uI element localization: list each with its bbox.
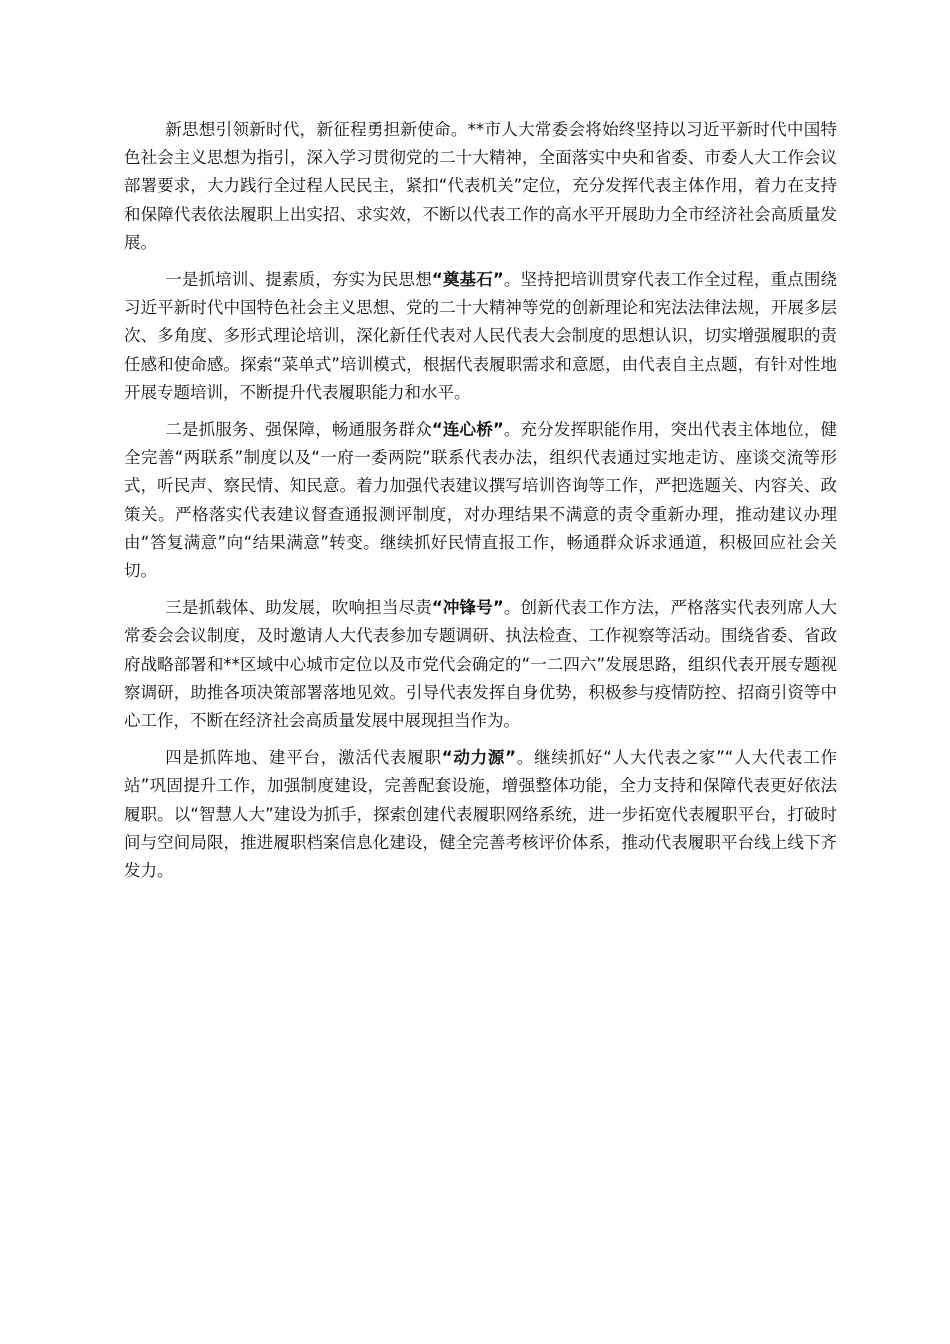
paragraph-keyword: “动力源” xyxy=(441,748,517,768)
paragraph-text: 。继续抓好“人大代表之家”“人大代表工作站”巩固提升工作，加强制度建设，完善配套设施，增强整体功能，全力支持和保障代表更好依法履职。以“智慧人大”建设为抓手，探索创建代表履职网络系统，进一步拓宽代表履职平台，打破时间与空间局限，推进履职档案信息化建设，健全完善考核评价体系，推动代表履职平台线上线下齐发力。 xyxy=(124,748,837,881)
paragraph-text: 新思想引领新时代，新征程勇担新使命。**市人大常委会将始终坚持以习近平新时代中国特色社会主义思想为指引，深入学习贯彻党的二十大精神，全面落实中央和省委、市委人大工作会议部署要求，大力践行全过程人民民主，紧扣“代表机关”定位，充分发挥代表主体作用，着力在支持和保障代表依法履职上出实招、求实效，不断以代表工作的高水平开展助力全市经济社会高质量发展。 xyxy=(124,120,837,252)
paragraph-lead: 三是抓载体、助发展，吹响担当尽责 xyxy=(165,598,432,618)
paragraph-keyword: “连心桥” xyxy=(431,420,504,440)
paragraph-point-1 xyxy=(124,266,837,407)
paragraph-point-2 xyxy=(124,416,837,585)
paragraph-text: 。创新代表工作方法，严格落实代表列席人大常委会会议制度，及时邀请人大代表参加专题调研、执法检查、工作视察等活动。围绕省委、省政府战略部署和**区域中心城市定位以及市党代会确定的“一二四六”发展思路，组织代表开展专题视察调研，助推各项决策部署落地见效。引导代表发挥自身优势，积极参与疫情防控、招商引资等中心工作，不断在经济社会高质量发展中展现担当作为。 xyxy=(124,598,837,731)
paragraph-keyword: “奠基石” xyxy=(431,270,504,290)
paragraph-text: 。坚持把培训贯穿代表工作全过程，重点围绕习近平新时代中国特色社会主义思想、党的二十大精神等党的创新理论和宪法法律法规，开展多层次、多角度、多形式理论培训，深化新任代表对人民代表大会制度的思想认识，切实增强履职的责任感和使命感。探索“菜单式”培训模式，根据代表履职需求和意愿，由代表自主点题，有针对性地开展专题培训，不断提升代表履职能力和水平。 xyxy=(124,270,837,402)
document-body xyxy=(124,116,837,894)
paragraph-point-4 xyxy=(124,744,837,885)
paragraph-lead: 二是抓服务、强保障，畅通服务群众 xyxy=(165,420,432,440)
paragraph-lead: 一是抓培训、提素质，夯实为民思想 xyxy=(165,270,432,290)
paragraph-text: 。充分发挥职能作用，突出代表主体地位，健全完善“两联系”制度以及“一府一委两院”联系代表办法，组织代表通过实地走访、座谈交流等形式，听民声、察民情、知民意。着力加强代表建议撰写培训咨询等工作，严把选题关、内容关、政策关。严格落实代表建议督查通报测评制度，对办理结果不满意的责令重新办理，推动建议办理由“答复满意”向“结果满意”转变。继续抓好民情直报工作，畅通群众诉求通道，积极回应社会关切。 xyxy=(124,420,837,581)
paragraph-point-3 xyxy=(124,594,837,735)
paragraph-lead: 四是抓阵地、建平台，激活代表履职 xyxy=(165,748,442,768)
paragraph-keyword: “冲锋号” xyxy=(431,598,504,618)
paragraph-intro xyxy=(124,116,837,257)
